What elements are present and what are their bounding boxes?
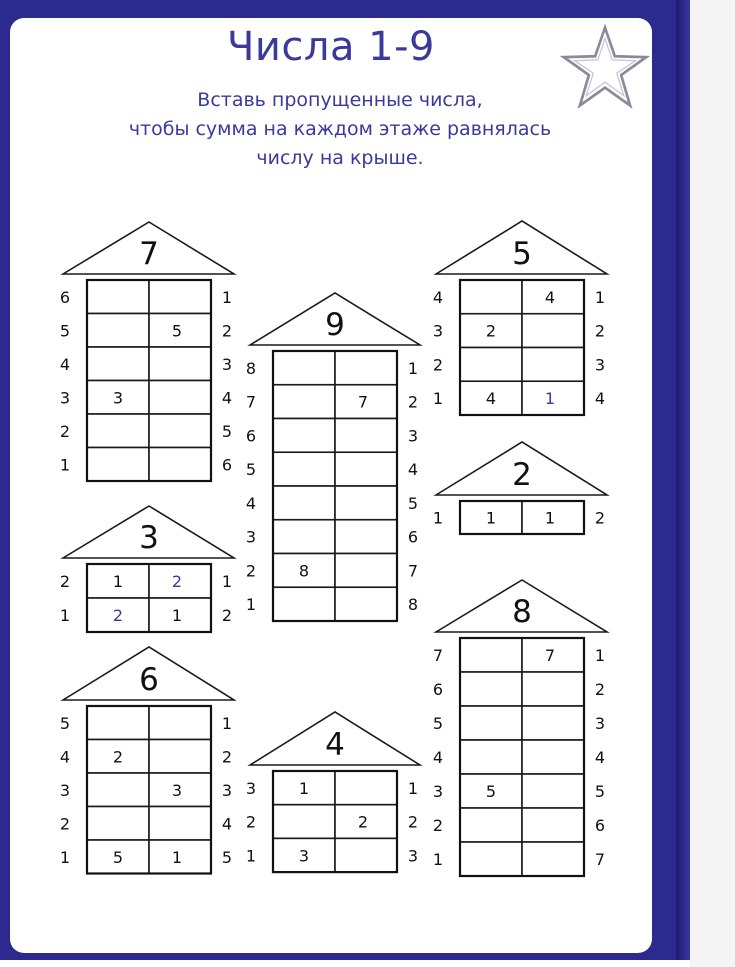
floor-cell [460, 808, 522, 842]
floor-cell [273, 419, 335, 453]
right-number: 7 [594, 850, 606, 869]
right-number: 8 [407, 595, 419, 615]
right-number: 2 [594, 680, 606, 699]
left-number: 3 [245, 778, 257, 798]
floor-cell [273, 805, 335, 839]
left-number: 3 [432, 321, 444, 341]
floor-cell [460, 638, 522, 672]
floor-cell [273, 520, 335, 554]
floor-cell [522, 672, 584, 706]
floor-cell [335, 587, 397, 621]
left-number: 2 [59, 814, 71, 834]
right-number: 7 [407, 561, 419, 581]
cell-number: 5 [112, 847, 124, 867]
right-number: 3 [221, 780, 233, 800]
cell-number: 4 [485, 389, 497, 409]
right-number: 4 [594, 389, 606, 409]
cell-number: 5 [171, 321, 183, 341]
left-number: 7 [432, 646, 444, 665]
left-number: 5 [245, 460, 257, 480]
left-number: 5 [59, 713, 71, 733]
cell-number: 5 [485, 782, 497, 801]
left-number: 4 [432, 287, 444, 307]
left-number: 1 [59, 606, 71, 625]
left-number: 3 [432, 782, 444, 801]
roof-number: 3 [139, 520, 159, 556]
left-number: 3 [59, 780, 71, 800]
right-number: 6 [221, 455, 233, 475]
right-number: 4 [407, 460, 419, 480]
floor-cell [335, 419, 397, 453]
floor-cell [87, 773, 149, 807]
left-number: 1 [432, 850, 444, 869]
right-number: 1 [594, 646, 606, 665]
right-number: 1 [221, 713, 233, 733]
floor-cell [149, 740, 211, 774]
floor-cell [522, 842, 584, 876]
left-number: 6 [245, 426, 257, 446]
roof-number: 8 [512, 594, 532, 630]
floor-cell [149, 448, 211, 482]
right-number: 6 [594, 816, 606, 835]
floor-cell [522, 740, 584, 774]
floor-cell [87, 280, 149, 314]
floor-cell [273, 351, 335, 385]
cell-number: 1 [171, 847, 183, 867]
cell-number: 2 [112, 747, 124, 767]
left-number: 8 [245, 358, 257, 378]
cell-number: 2 [112, 606, 124, 625]
floor-cell [335, 520, 397, 554]
right-number: 3 [407, 426, 419, 446]
floor-cell [149, 706, 211, 740]
left-number: 6 [59, 287, 71, 307]
right-number: 2 [221, 747, 233, 767]
left-number: 2 [245, 812, 257, 832]
right-number: 1 [594, 287, 606, 307]
left-number: 1 [59, 847, 71, 867]
left-number: 2 [432, 355, 444, 375]
house [433, 442, 607, 534]
floor-cell [273, 452, 335, 486]
left-number: 3 [245, 527, 257, 547]
cell-number: 2 [485, 321, 497, 341]
right-number: 1 [221, 572, 233, 591]
floor-cell [460, 672, 522, 706]
floor-cell [87, 706, 149, 740]
left-number: 5 [59, 321, 71, 341]
cell-number: 4 [544, 287, 556, 307]
floor-cell [522, 314, 584, 348]
floor-cell [460, 280, 522, 314]
right-number: 3 [407, 846, 419, 866]
floor-cell [149, 807, 211, 841]
instruction-line: Вставь пропущенные числа, [197, 89, 483, 111]
roof-number: 9 [325, 307, 345, 343]
cell-number: 1 [171, 606, 183, 625]
right-number: 1 [221, 287, 233, 307]
left-number: 7 [245, 392, 257, 412]
right-number: 3 [221, 354, 233, 374]
floor-cell [335, 351, 397, 385]
house [433, 580, 607, 876]
roof-number: 6 [139, 662, 159, 698]
left-number: 4 [59, 354, 71, 374]
house [60, 506, 234, 632]
right-number: 2 [594, 508, 606, 528]
floor-cell [149, 381, 211, 415]
cell-number: 8 [298, 561, 310, 581]
roof-number: 4 [325, 727, 345, 763]
cell-number: 3 [171, 780, 183, 800]
floor-cell [460, 348, 522, 382]
left-number: 1 [432, 389, 444, 409]
floor-cell [460, 740, 522, 774]
house [246, 293, 420, 621]
right-number: 2 [221, 321, 233, 341]
floor-cell [335, 554, 397, 588]
floor-cell [522, 774, 584, 808]
floor-cell [273, 486, 335, 520]
floor-cell [522, 706, 584, 740]
house [433, 221, 607, 415]
right-number: 5 [407, 493, 419, 513]
right-number: 3 [594, 714, 606, 733]
left-number: 1 [432, 508, 444, 528]
house [60, 222, 234, 481]
right-number: 2 [594, 321, 606, 341]
left-number: 6 [432, 680, 444, 699]
right-number: 5 [221, 421, 233, 441]
floor-cell [87, 807, 149, 841]
instruction-line: числу на крыше. [256, 147, 424, 169]
right-number: 1 [407, 358, 419, 378]
floor-cell [87, 414, 149, 448]
left-number: 2 [245, 561, 257, 581]
floor-cell [335, 452, 397, 486]
left-number: 1 [245, 846, 257, 866]
floor-cell [522, 808, 584, 842]
instruction-line: чтобы сумма на каждом этаже равнялась [128, 118, 552, 140]
floor-cell [335, 771, 397, 805]
cell-number: 3 [112, 388, 124, 408]
floor-cell [149, 414, 211, 448]
floor-cell [522, 348, 584, 382]
cell-number: 7 [357, 392, 369, 412]
house [60, 647, 234, 874]
house [246, 712, 420, 872]
floor-cell [149, 347, 211, 381]
floor-cell [87, 314, 149, 348]
right-number: 3 [594, 355, 606, 375]
floor-cell [87, 347, 149, 381]
roof-number: 7 [139, 236, 159, 272]
cell-number: 1 [298, 778, 310, 798]
cell-number: 2 [357, 812, 369, 832]
cell-number: 7 [544, 646, 556, 665]
cell-number: 2 [171, 572, 183, 591]
right-number: 2 [407, 392, 419, 412]
floor-cell [87, 448, 149, 482]
right-number: 2 [407, 812, 419, 832]
left-number: 4 [432, 748, 444, 767]
cell-number: 1 [544, 389, 556, 409]
right-number: 4 [221, 814, 233, 834]
right-number: 5 [594, 782, 606, 801]
right-number: 4 [594, 748, 606, 767]
cell-number: 3 [298, 846, 310, 866]
right-number: 2 [221, 606, 233, 625]
left-number: 4 [245, 493, 257, 513]
left-number: 2 [59, 421, 71, 441]
roof-number: 5 [512, 236, 532, 272]
floor-cell [335, 486, 397, 520]
roof-number: 2 [512, 457, 532, 493]
cell-number: 1 [485, 508, 497, 528]
right-number: 1 [407, 778, 419, 798]
floor-cell [149, 280, 211, 314]
right-number: 4 [221, 388, 233, 408]
left-number: 3 [59, 388, 71, 408]
floor-cell [460, 706, 522, 740]
floor-cell [273, 587, 335, 621]
left-number: 5 [432, 714, 444, 733]
floor-cell [273, 385, 335, 419]
floor-cell [335, 838, 397, 872]
floor-cell [460, 842, 522, 876]
left-number: 1 [245, 595, 257, 615]
right-number: 5 [221, 847, 233, 867]
left-number: 2 [59, 572, 71, 591]
page-title: Числа 1-9 [226, 24, 436, 70]
cell-number: 1 [544, 508, 556, 528]
left-number: 4 [59, 747, 71, 767]
left-number: 1 [59, 455, 71, 475]
cell-number: 1 [112, 572, 124, 591]
left-number: 2 [432, 816, 444, 835]
right-number: 6 [407, 527, 419, 547]
